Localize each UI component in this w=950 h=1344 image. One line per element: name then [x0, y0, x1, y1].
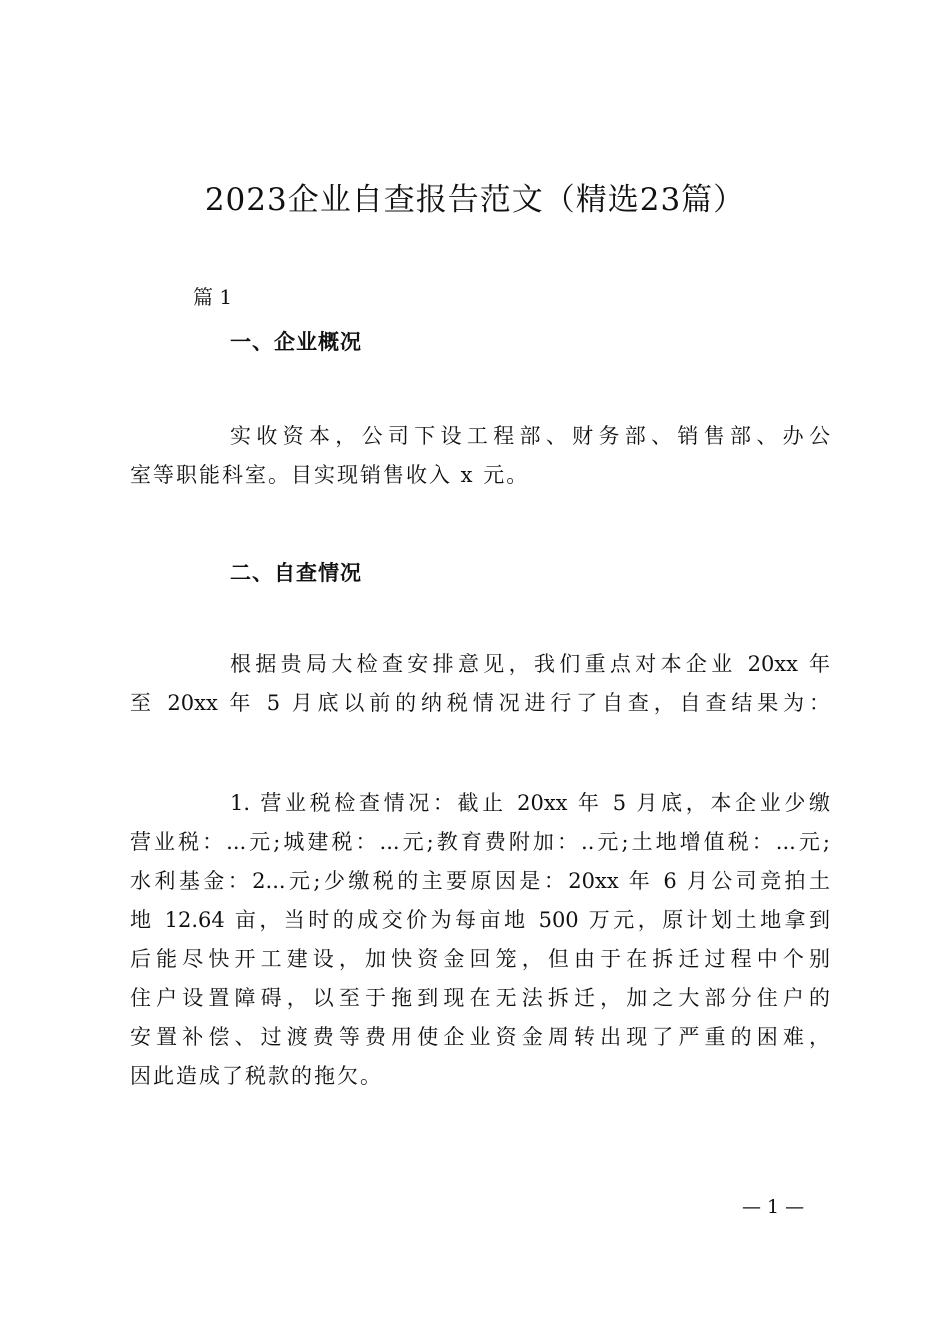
paragraph-line: 1. 营业税检查情况：截止 20xx 年 5 月底，本企业少缴: [230, 791, 830, 815]
paragraph-line: 实收资本，公司下设工程部、财务部、销售部、办公: [230, 424, 830, 448]
paragraph-line: 地 12.64 亩，当时的成交价为每亩地 500 万元，原计划土地拿到: [130, 908, 830, 932]
paragraph-business-tax: [130, 784, 830, 1096]
paragraph-line: 安置补偿、过渡费等费用使企业资金周转出现了严重的困难，: [130, 1025, 830, 1049]
document-title: 2023企业自查报告范文（精选23篇）: [204, 182, 746, 218]
paragraph-line: 营业税：...元;城建税：...元;教育费附加：..元;土地增值税：...元;: [130, 830, 830, 854]
paragraph-line: 根据贵局大检查安排意见，我们重点对本企业 20xx 年: [230, 652, 830, 676]
section-label: 篇 1: [193, 285, 233, 309]
paragraph-line: 至 20xx 年 5 月底以前的纳税情况进行了自查，自查结果为：: [130, 691, 830, 715]
paragraph-line: 住户设置障碍，以至于拖到现在无法拆迁，加之大部分住户的: [130, 986, 830, 1010]
paragraph-line: 后能尽快开工建设，加快资金回笼，但由于在拆迁过程中个别: [130, 947, 830, 971]
heading-enterprise-overview: 一、企业概况: [230, 330, 362, 354]
paragraph-line: 水利基金：2...元;少缴税的主要原因是：20xx 年 6 月公司竞拍土: [130, 869, 830, 893]
paragraph-line: 因此造成了税款的拖欠。: [130, 1064, 383, 1088]
heading-self-inspection: 二、自查情况: [230, 561, 362, 585]
paragraph-inspection-intro: [130, 645, 830, 723]
paragraph-overview: [130, 417, 830, 495]
page-number: — 1 —: [742, 1196, 805, 1218]
paragraph-line: 室等职能科室。目实现销售收入 x 元。: [130, 463, 530, 487]
